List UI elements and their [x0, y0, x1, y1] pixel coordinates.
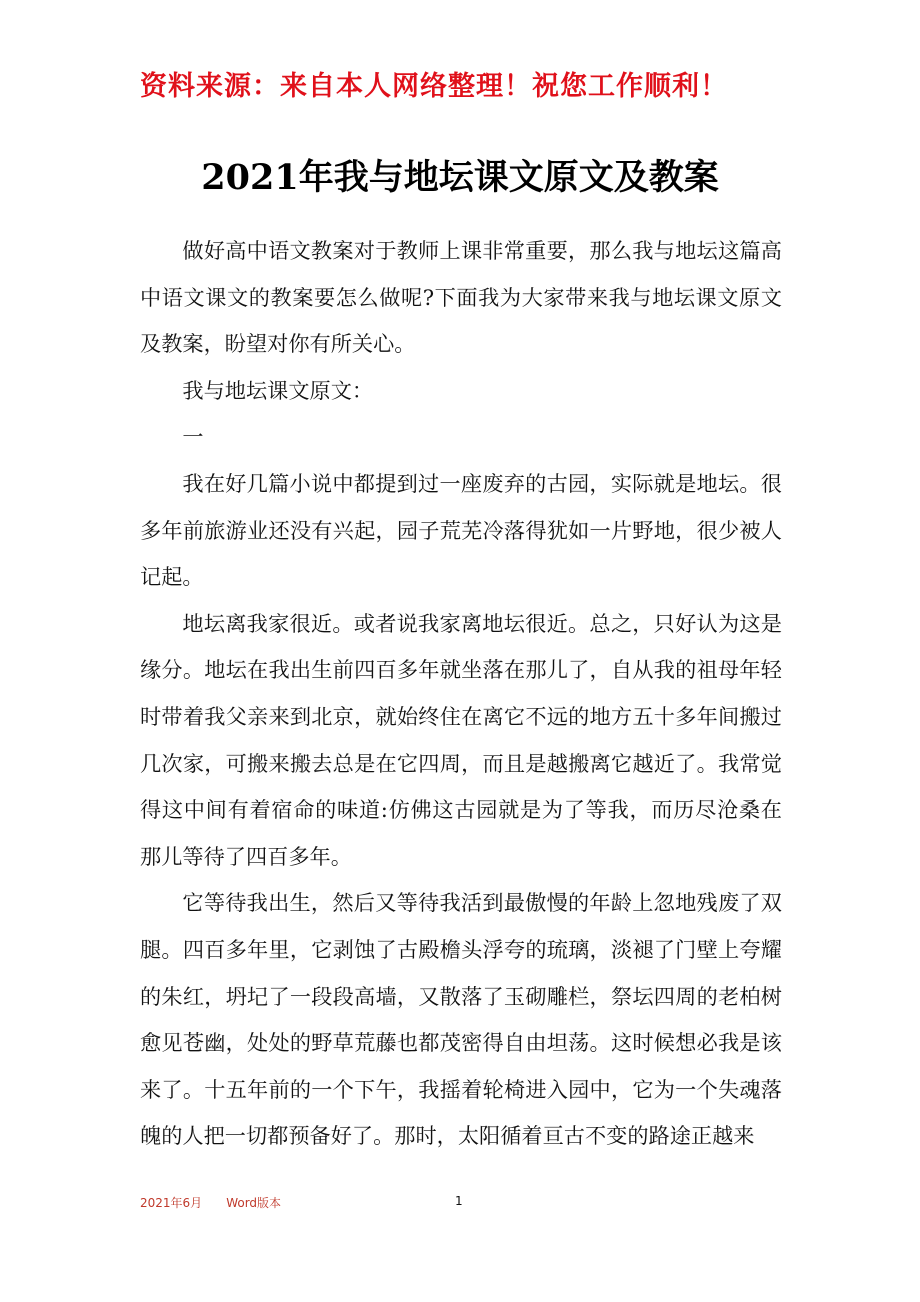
body-paragraph: 地坛离我家很近。或者说我家离地坛很近。总之，只好认为这是缘分。地坛在我出生前四百多年就坐落在那儿了，自从我的祖母年轻时带着我父亲来到北京，就始终住在离它不远的地方五十多年间搬过几次家，可搬来搬去总是在它四周，而且是越搬离它越近了。我常觉得这中间有着宿命的味道:仿佛这古园就是为了等我，而历尽沧桑在那儿等待了四百多年。: [140, 610, 782, 869]
source-banner: 资料来源：来自本人网络整理！祝您工作顺利！: [140, 71, 728, 102]
body-paragraph: 它等待我出生，然后又等待我活到最傲慢的年龄上忽地残废了双腿。四百多年里，它剥蚀了古殿檐头浮夸的琉璃，淡褪了门壁上夸耀的朱红，坍圮了一段段高墙，又散落了玉砌雕栏，祭坛四周的老柏树愈见苍幽，处处的野草荒藤也都茂密得自由坦荡。这时候想必我是该来了。十五年前的一个下午，我摇着轮椅进入园中，它为一个失魂落魄的人把一切都预备好了。那时，太阳循着亘古不变的路途正越来: [140, 890, 782, 1149]
section-number: 一: [182, 424, 204, 450]
document-title: 2021年我与地坛课文原文及教案: [201, 157, 719, 198]
footer-date: 2021年6月: [140, 1196, 203, 1210]
body-paragraph: 我在好几篇小说中都提到过一座废弃的古园，实际就是地坛。很多年前旅游业还没有兴起，园子荒芜冷落得犹如一片野地，很少被人记起。: [140, 470, 782, 590]
intro-paragraph: 做好高中语文教案对于教师上课非常重要，那么我与地坛这篇高中语文课文的教案要怎么做呢?下面我为大家带来我与地坛课文原文及教案，盼望对你有所关心。: [140, 238, 782, 357]
document-body: [140, 228, 782, 1160]
footer-version: Word版本: [226, 1196, 282, 1210]
section-heading: 我与地坛课文原文：: [182, 377, 374, 403]
page-number: 1: [455, 1194, 463, 1208]
page-footer: [140, 1194, 281, 1211]
